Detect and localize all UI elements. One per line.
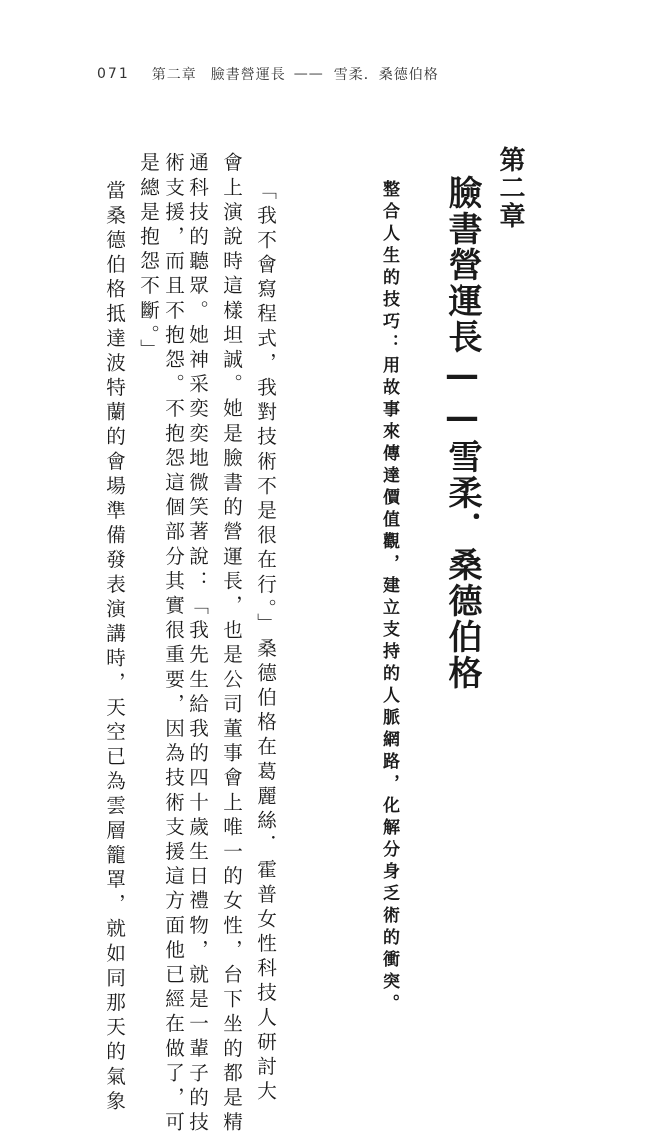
header-title: 臉書營運長 [210, 67, 286, 83]
body-line: 「我不會寫程式，我對技術不是很在行。」桑德伯格在葛麗絲．霍普女性科技人研討大 [253, 180, 277, 1105]
chapter-subtitle: 整合人生的技巧：用故事來傳達價值觀，建立支持的人脈網路，化解分身乏術的衝突。 [379, 180, 399, 1016]
chapter-title: 臉書營運長——雪柔．桑德伯格 [442, 175, 482, 691]
body-line: 會上演說時這樣坦誠。她是臉書的營運長，也是公司董事會上唯一的女性，台下坐的都是精 [219, 152, 243, 1136]
body-line: 當桑德伯格抵達波特蘭的會場準備發表演講時，天空已為雲層籠罩，就如同那天的氣象 [102, 180, 126, 1115]
running-header [97, 64, 439, 84]
body-line: 是總是抱怨不斷。」 [136, 152, 160, 364]
body-line: 術支援，而且不抱怨。不抱怨這個部分其實很重要，因為技術支援這方面他已經在做了，可 [161, 152, 185, 1136]
page-number: 071 [97, 66, 130, 82]
body-line: 通科技的聽眾。她神采奕奕地微笑著說：「我先生給我的四十歲生日禮物，就是一輩子的技 [185, 152, 209, 1136]
header-dash: —— [293, 66, 324, 82]
chapter-label: 第二章 [495, 146, 525, 230]
header-name: 雪柔．桑德伯格 [333, 67, 439, 83]
header-chapter: 第二章 [151, 67, 197, 83]
